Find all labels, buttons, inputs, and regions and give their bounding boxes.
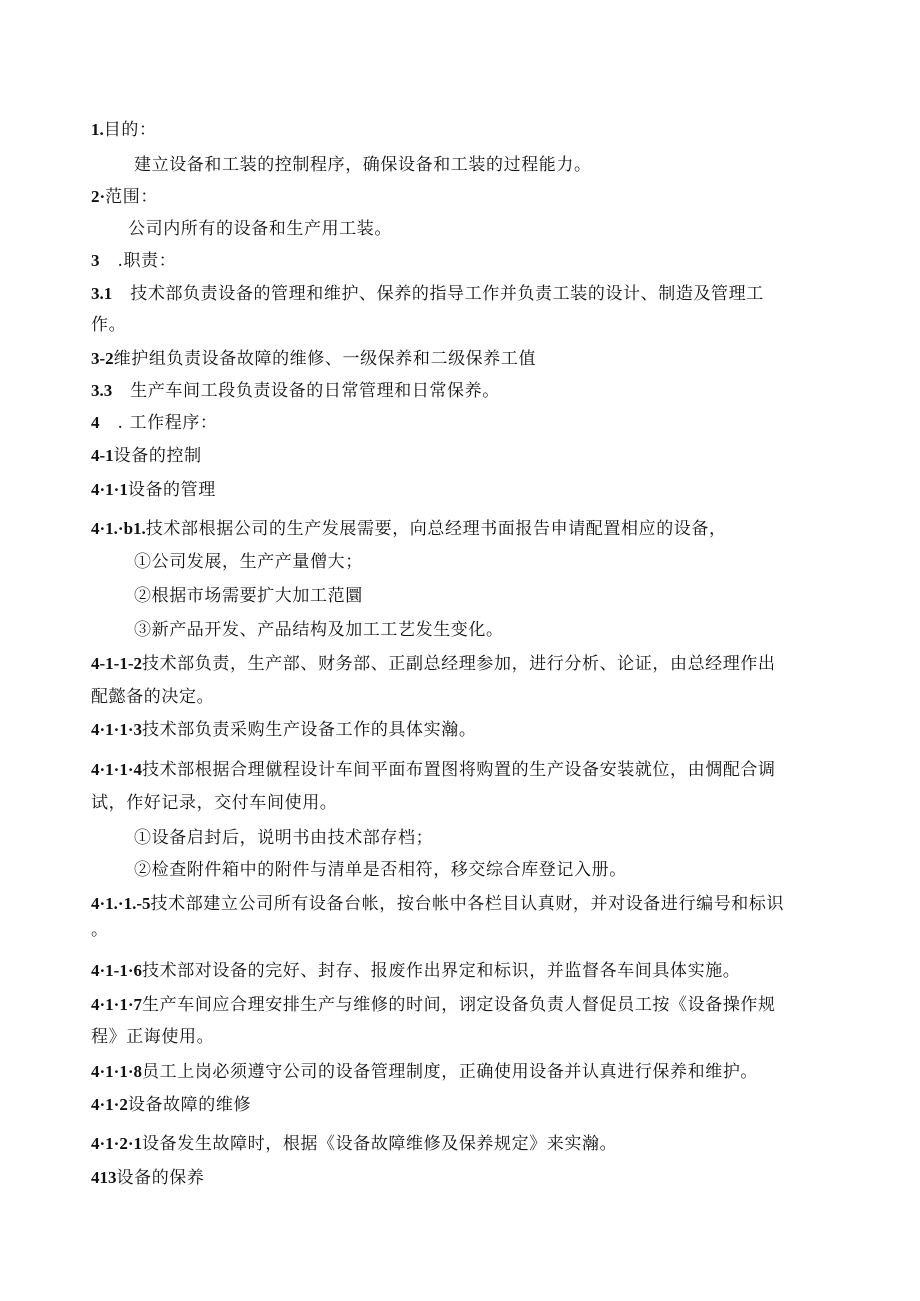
section-4-1 [91,445,202,467]
section-4-heading [91,412,218,434]
section-text: 员工上岗必须遵守公司的设备管理制度，正确使用设备并认真进行保养和维护。 [142,1062,759,1082]
section-3-2 [91,348,536,370]
section-title: 范围： [105,187,158,207]
section-title: 设备的保养 [116,1168,205,1188]
section-4-1-2 [91,1094,251,1116]
section-title: 设备故障的维修 [127,1095,252,1115]
section-3-1 [91,283,764,305]
section-4-1-3 [91,1167,205,1189]
section-number: 4·1.·b1. [91,519,146,538]
section-4-1-1-5 [91,893,784,915]
section-number: 413 [91,1168,117,1187]
section-text: 技术部对设备的完好、封存、报废作出界定和标识，并监督各车间具体实施。 [142,961,741,981]
section-2-heading [91,186,158,208]
section-number: 4·1·1·4 [91,760,143,779]
section-title: 目的： [103,120,157,140]
section-text: 生产车间工段负责设备的日常管理和日常保养。 [112,381,500,401]
section-text: 技术部根据公司的生产发展需要，向总经理书面报告申请配置相应的设备， [145,519,727,539]
section-text: 设备发生故障时，根据《设备故障维修及保养规定》来实瀚。 [142,1134,618,1154]
list-item: ①公司发展，生产产量僧大； [134,552,363,572]
section-3-3 [91,380,500,402]
section-number: 4·1·1 [91,480,128,499]
section-number: 3-2 [91,349,114,368]
section-number: 3 [91,251,100,270]
section-number: 4·1·1·8 [91,1062,143,1081]
section-number: 4·1-1·6 [91,961,142,980]
section-text: 技术部建立公司所有设备台帐，按台帐中各栏目认真财，并对设备进行编号和标识 [150,894,785,914]
section-4-1-1-2 [91,653,776,675]
section-title: .职责： [99,251,177,271]
section-4-1-1-3 [91,719,476,741]
section-number: 1. [91,120,104,139]
section-4-1-1-2-continuation: 配懿备的决定。 [91,687,215,707]
section-number: 4-1-1-2 [91,654,142,673]
section-4-1-1-8 [91,1061,758,1083]
section-number: 3.1 [91,284,113,303]
list-item: ③新产品开发、产品结构及加工工艺发生变化。 [134,620,504,640]
section-number: 4·1·2 [91,1095,128,1114]
section-number: 4-1 [91,446,114,465]
section-number: 4 [91,413,100,432]
section-title: 设备的管理 [127,480,216,500]
section-4-1-1-7 [91,994,776,1016]
section-title: 设备的控制 [113,446,202,466]
section-text: 生产车间应合理安排生产与维修的时间，诩定设备负责人督促员工按《设备操作规 [142,995,776,1015]
section-4-1-1-5-continuation: 。 [91,920,109,940]
section-number: 4·1·1·7 [91,995,143,1014]
section-number: 3.3 [91,381,113,400]
section-4-1-1-6 [91,960,740,982]
list-item: ①设备启封后，说明书由技术部存档； [134,828,434,848]
section-text: 技术部负责设备的管理和维护、保养的指导工作并负责工装的设计、制造及管理工 [112,284,764,304]
section-4-1-1-1 [91,518,727,540]
section-text: 技术部负责采购生产设备工作的具体实瀚。 [142,720,477,740]
section-4-1-1 [91,479,216,501]
section-4-1-1-4 [91,759,776,781]
section-4-1-1-7-continuation: 程》正诲使用。 [91,1027,215,1047]
section-text: 维护组负责设备故障的维修、一级保养和二级保养工值 [113,349,537,369]
section-4-1-2-1 [91,1133,617,1155]
section-text: 技术部根据合理僦程设计车间平面布置图将购置的生产设备安装就位，由惆配合调 [142,760,776,780]
list-item: ②检查附件箱中的附件与清单是否相符，移交综合库登记入册。 [134,860,627,880]
section-number: 4·1.·1.-5 [91,894,151,913]
section-1-body: 建立设备和工装的控制程序，确保设备和工装的过程能力。 [134,155,592,175]
section-number: 4·1·1·3 [91,720,143,739]
section-3-heading [91,250,176,272]
list-item: ②根据市场需要扩大加工范圜 [134,586,363,606]
section-3-1-continuation: 作。 [91,315,127,335]
section-title: . 工作程序： [99,413,218,433]
section-number: 2· [91,187,106,206]
section-2-body: 公司内所有的设备和生产用工装。 [128,219,392,239]
section-4-1-1-4-continuation: 试，作好记录，交付车间使用。 [91,793,338,813]
section-text: 技术部负责，生产部、财务部、正副总经理参加，进行分析、论证，由总经理作出 [141,654,776,674]
section-number: 4·1·2·1 [91,1134,143,1153]
section-1-heading [91,119,157,141]
